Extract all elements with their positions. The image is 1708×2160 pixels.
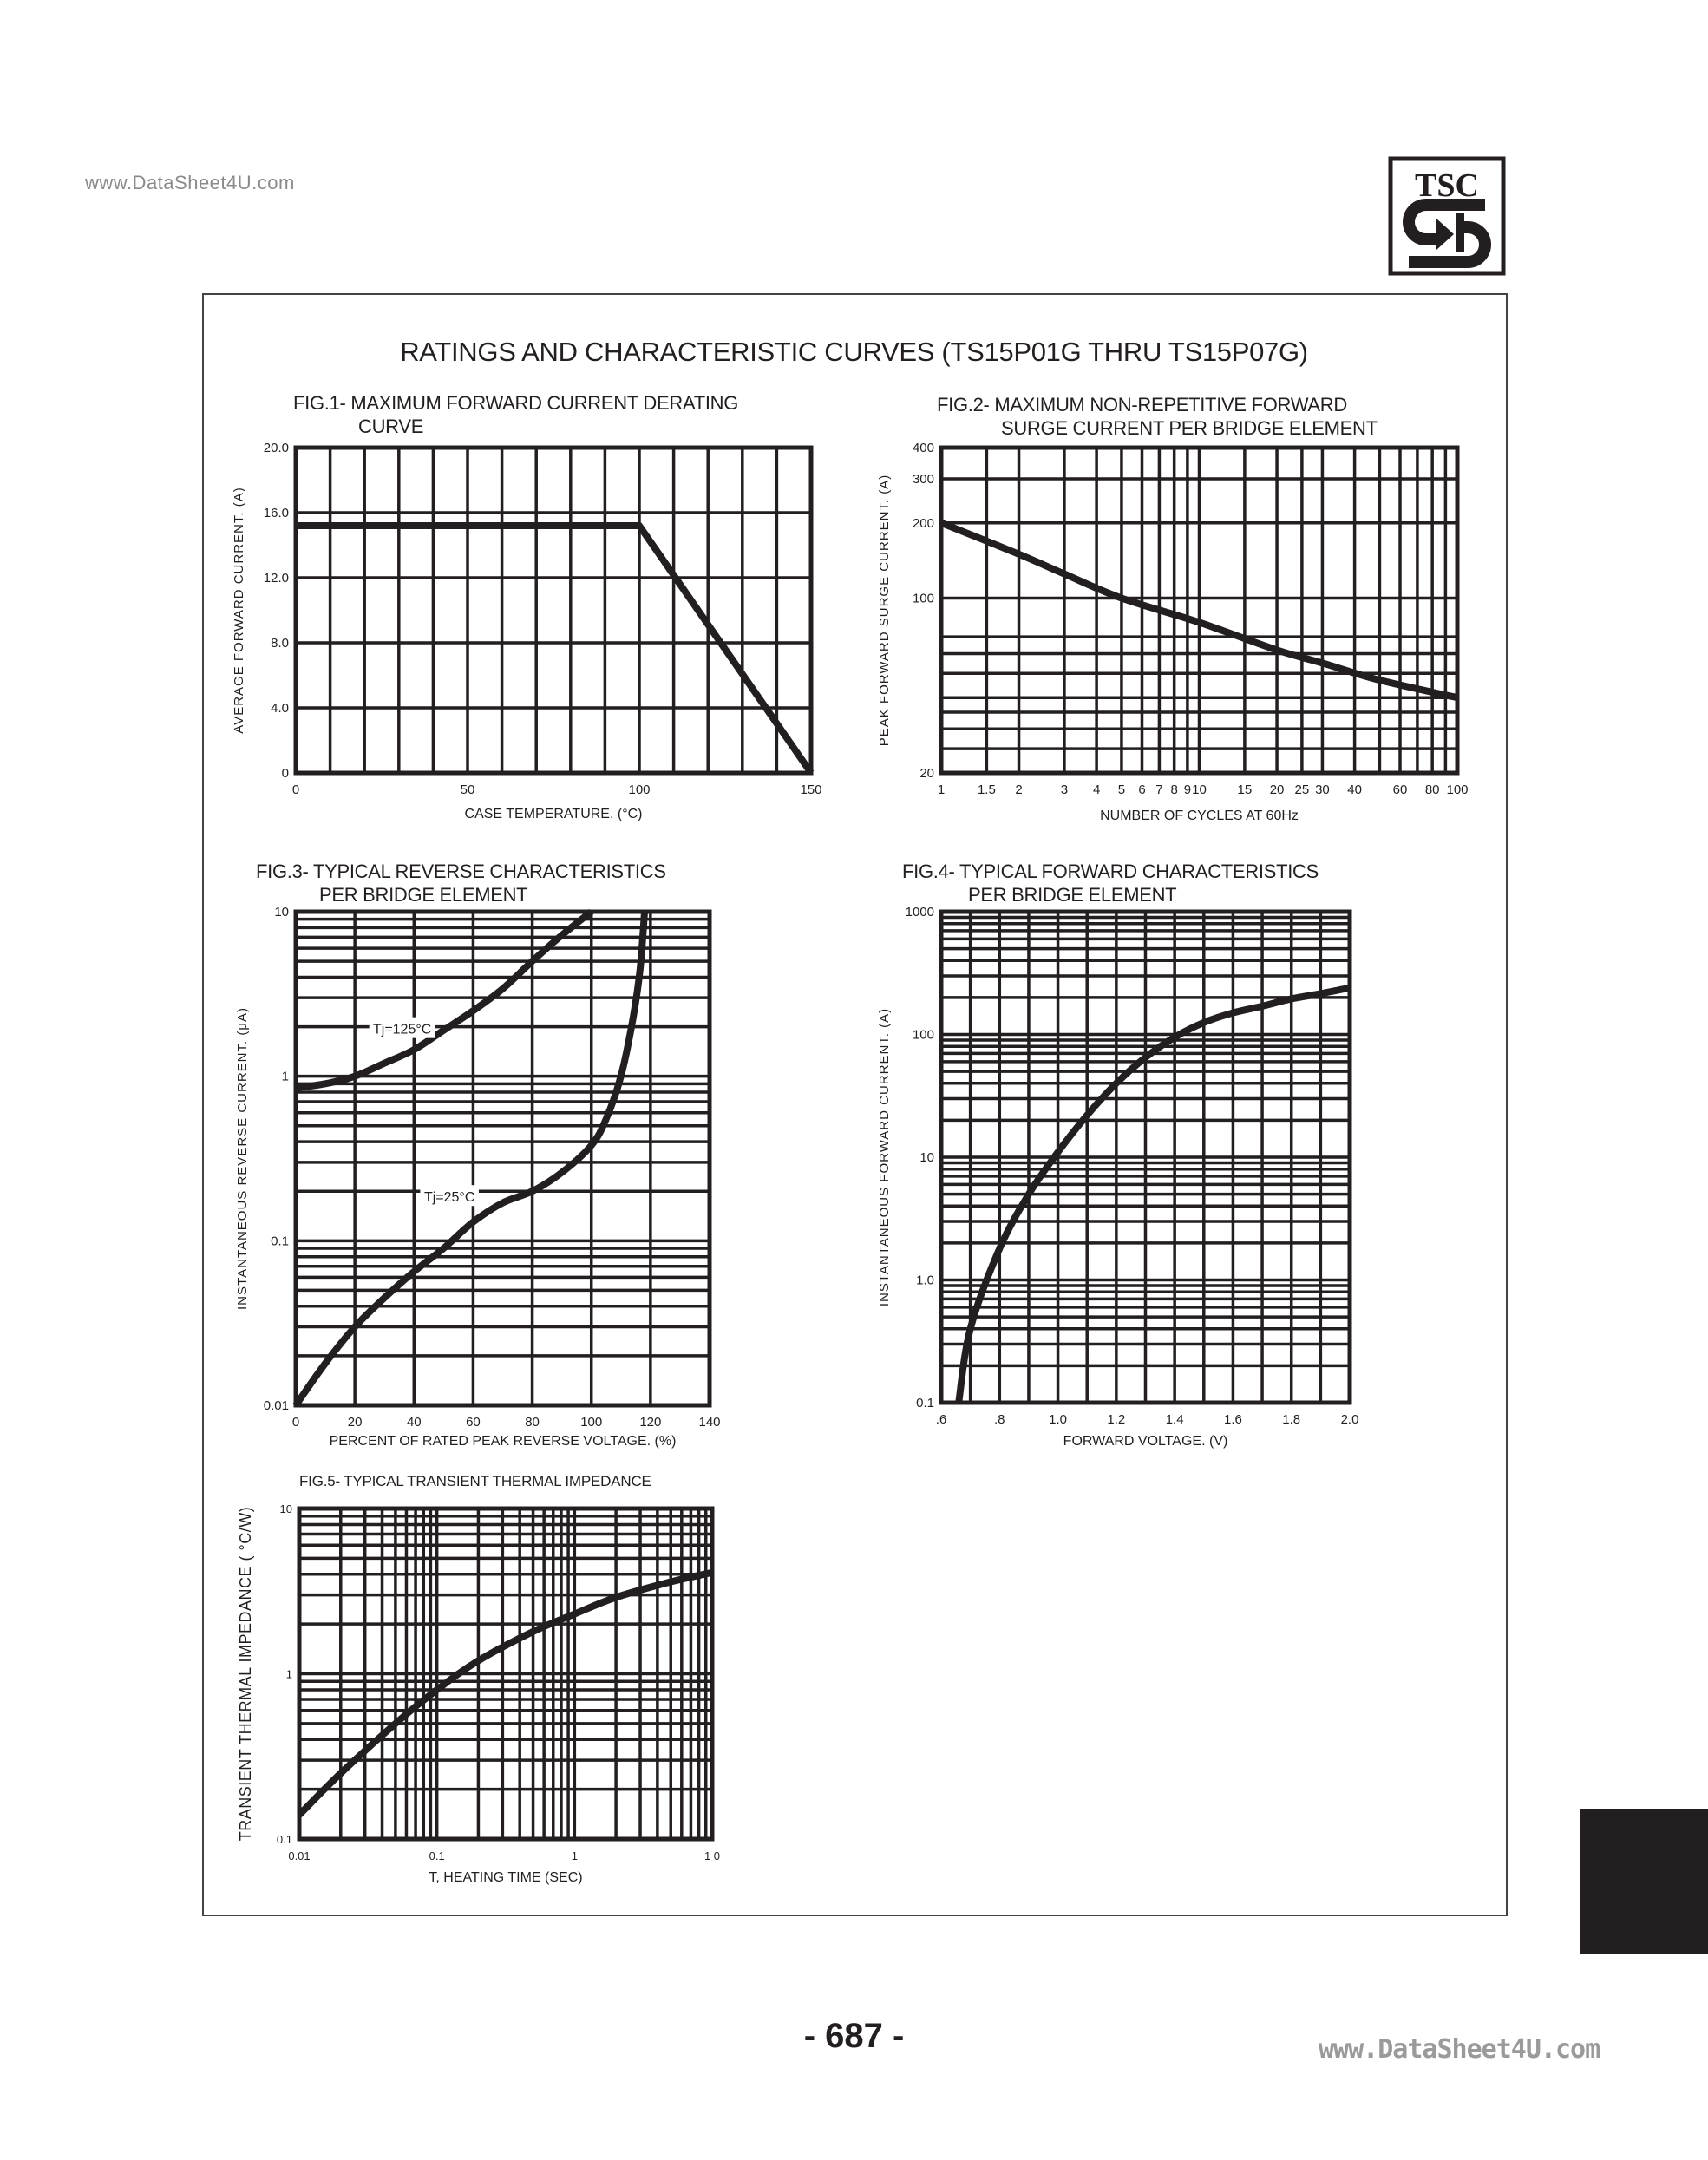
x-tick-label: 30 <box>1315 782 1330 797</box>
x-axis-label: T, HEATING TIME (SEC) <box>429 1870 583 1885</box>
x-axis-label: PERCENT OF RATED PEAK REVERSE VOLTAGE. (%) <box>329 1434 677 1449</box>
x-tick-label: 2 <box>1015 782 1023 797</box>
x-tick-label: 140 <box>698 1415 721 1430</box>
series-annotation-label: Tj=125°C <box>372 1022 432 1037</box>
x-tick-label: 10 <box>1192 782 1207 797</box>
x-axis-label: NUMBER OF CYCLES AT 60Hz <box>1100 808 1299 823</box>
x-tick-label: 0 <box>291 1415 300 1430</box>
y-tick-label: 0 <box>281 766 289 781</box>
x-axis-label: FORWARD VOLTAGE. (V) <box>1063 1434 1228 1449</box>
x-tick-label: .8 <box>994 1412 1005 1427</box>
y-tick-label: 10 <box>919 1150 934 1165</box>
y-tick-label: 100 <box>912 591 934 606</box>
y-axis-label: INSTANTANEOUS FORWARD CURRENT. (A) <box>877 1007 892 1307</box>
x-tick-label: 100 <box>1446 782 1469 797</box>
fig5-title: FIG.5- TYPICAL TRANSIENT THERMAL IMPEDANCE <box>299 1473 651 1489</box>
page-number: - 687 - <box>803 2017 905 2055</box>
y-tick-label: 16.0 <box>263 506 289 520</box>
logo-text: TSC <box>1415 167 1479 204</box>
x-tick-label: 8 <box>1170 782 1178 797</box>
x-tick-label: 0.1 <box>429 1849 445 1862</box>
x-tick-label: 120 <box>639 1415 662 1430</box>
series-annotation-label: Tj=25°C <box>423 1190 475 1206</box>
y-tick-label: 300 <box>912 472 934 488</box>
y-tick-label: 8.0 <box>271 636 289 651</box>
plot-border <box>296 448 811 773</box>
site-watermark-bottom[interactable]: www.DataSheet4U.com <box>1319 2034 1600 2065</box>
fig3-title-line2: PER BRIDGE ELEMENT <box>319 884 528 906</box>
x-tick-label: 1.6 <box>1223 1412 1242 1427</box>
x-tick-label: 1.2 <box>1107 1412 1126 1427</box>
fig1-chart <box>232 441 822 821</box>
x-tick-label: 1.0 <box>1049 1412 1068 1427</box>
x-tick-label: 40 <box>406 1415 422 1430</box>
y-tick-label: 0.1 <box>271 1234 289 1249</box>
y-tick-label: 1 <box>281 1069 289 1084</box>
x-tick-label: 1.4 <box>1165 1412 1184 1427</box>
x-tick-label: 100 <box>628 782 651 797</box>
y-tick-label: 0.01 <box>263 1398 289 1413</box>
x-tick-label: 1.8 <box>1282 1412 1301 1427</box>
y-tick-label: 10 <box>279 1502 292 1515</box>
y-tick-label: 0.1 <box>276 1833 292 1846</box>
y-tick-label: 200 <box>912 515 934 531</box>
y-tick-label: 100 <box>912 1027 934 1043</box>
x-tick-label: 9 <box>1183 782 1192 797</box>
x-tick-label: 80 <box>525 1415 540 1430</box>
y-axis-label: INSTANTANEOUS REVERSE CURRENT. (μA) <box>235 1007 250 1310</box>
x-axis-label: CASE TEMPERATURE. (°C) <box>464 807 643 821</box>
y-tick-label: 400 <box>912 441 934 455</box>
fig2-title-line2: SURGE CURRENT PER BRIDGE ELEMENT <box>1001 417 1378 439</box>
y-tick-label: 0.1 <box>916 1396 934 1411</box>
fig3-title-line1: FIG.3- TYPICAL REVERSE CHARACTERISTICS <box>256 861 666 882</box>
x-tick-label: 0 <box>291 782 300 797</box>
fig4-title-line2: PER BRIDGE ELEMENT <box>968 884 1177 906</box>
x-tick-label: 20 <box>347 1415 363 1430</box>
y-tick-label: 20.0 <box>263 441 289 455</box>
y-tick-label: 1.0 <box>916 1273 934 1288</box>
fig5-chart <box>237 1502 720 1885</box>
fig4-chart <box>877 905 1358 1449</box>
fig2-chart <box>877 441 1469 823</box>
y-axis-label: AVERAGE FORWARD CURRENT. (A) <box>232 487 246 734</box>
x-tick-label: 3 <box>1060 782 1069 797</box>
x-tick-label: 80 <box>1424 782 1440 797</box>
x-tick-label: 15 <box>1237 782 1253 797</box>
x-tick-label: 1 0 <box>703 1849 721 1862</box>
x-tick-label: 50 <box>460 782 475 797</box>
x-tick-label: 60 <box>466 1415 481 1430</box>
y-tick-label: 20 <box>919 766 934 781</box>
x-tick-label: 6 <box>1138 782 1146 797</box>
x-tick-label: 0.01 <box>288 1849 311 1862</box>
x-tick-label: 4 <box>1092 782 1101 797</box>
x-tick-label: 25 <box>1294 782 1310 797</box>
fig2-title-line1: FIG.2- MAXIMUM NON-REPETITIVE FORWARD <box>937 394 1347 416</box>
x-tick-label: 1.5 <box>977 782 996 797</box>
x-tick-label: .6 <box>935 1412 947 1427</box>
y-tick-label: 1000 <box>905 905 934 920</box>
series-line-derating <box>296 526 811 773</box>
fig4-title-line1: FIG.4- TYPICAL FORWARD CHARACTERISTICS <box>902 861 1319 882</box>
y-axis-label: PEAK FORWARD SURGE CURRENT. (A) <box>877 474 892 747</box>
y-tick-label: 1 <box>285 1667 292 1681</box>
x-tick-label: 60 <box>1392 782 1408 797</box>
x-tick-label: 20 <box>1269 782 1285 797</box>
fig3-chart <box>235 905 721 1449</box>
x-tick-label: 100 <box>580 1415 603 1430</box>
fig1-title-line1: FIG.1- MAXIMUM FORWARD CURRENT DERATING <box>293 392 739 414</box>
page-title: RATINGS AND CHARACTERISTIC CURVES (TS15P01G THRU TS15P07G) <box>400 337 1308 367</box>
site-watermark-top[interactable]: www.DataSheet4U.com <box>85 172 295 193</box>
x-tick-label: 1 <box>937 782 946 797</box>
y-axis-label: TRANSIENT THERMAL IMPEDANCE ( °C/W) <box>237 1506 254 1842</box>
x-tick-label: 1 <box>571 1849 578 1862</box>
x-tick-label: 2.0 <box>1340 1412 1359 1427</box>
x-tick-label: 150 <box>800 782 822 797</box>
y-tick-label: 10 <box>274 905 289 920</box>
y-tick-label: 4.0 <box>271 701 289 716</box>
x-tick-label: 5 <box>1117 782 1126 797</box>
y-tick-label: 12.0 <box>263 571 289 586</box>
x-tick-label: 40 <box>1347 782 1362 797</box>
fig1-title-line2: CURVE <box>358 416 424 437</box>
x-tick-label: 7 <box>1155 782 1163 797</box>
series-line-impedance <box>299 1573 712 1815</box>
